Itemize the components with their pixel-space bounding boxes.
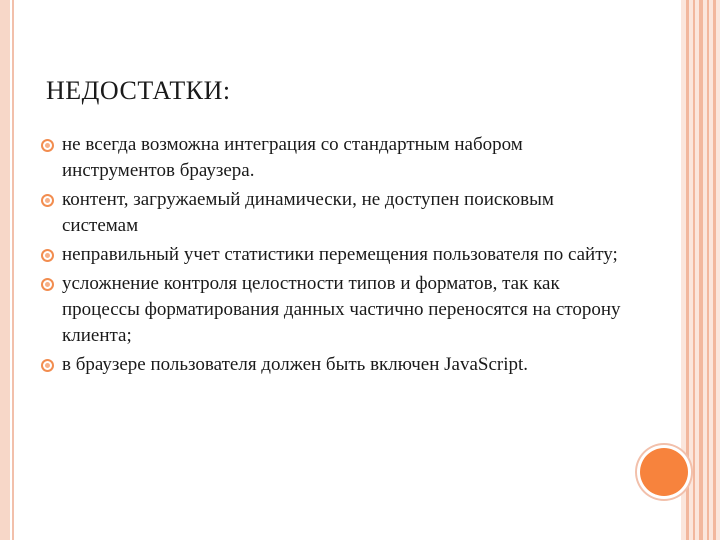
left-border-decoration: [0, 0, 10, 540]
bullet-circle-icon: [41, 139, 54, 152]
bullet-list: [40, 132, 630, 381]
left-border-line: [12, 0, 14, 540]
bullet-circle-icon: [41, 359, 54, 372]
bullet-text: усложнение контроля целостности типов и форматов, так как процессы форматирования данных частично переносятся на сторону клиента;: [62, 273, 621, 346]
orange-circle-decoration: [640, 448, 688, 496]
bullet-item: [40, 271, 630, 349]
bullet-item: [40, 242, 630, 268]
bullet-circle-icon: [41, 249, 54, 262]
right-stripe: [693, 0, 695, 540]
right-stripe: [686, 0, 689, 540]
bullet-text: не всегда возможна интеграция со стандартным набором инструментов браузера.: [62, 134, 523, 181]
right-stripe: [707, 0, 709, 540]
bullet-circle-icon: [41, 278, 54, 291]
bullet-item: [40, 352, 630, 378]
bullet-text: контент, загружаемый динамически, не доступен поисковым системам: [62, 189, 554, 236]
bullet-text: неправильный учет статистики перемещения пользователя по сайту;: [62, 244, 618, 265]
bullet-circle-icon: [41, 194, 54, 207]
bullet-item: [40, 132, 630, 184]
right-stripe: [699, 0, 703, 540]
bullet-text: в браузере пользователя должен быть включен JavaScript.: [62, 354, 529, 375]
slide-title: НЕДОСТАТКИ:: [46, 76, 231, 105]
bullet-item: [40, 187, 630, 239]
right-stripe: [713, 0, 716, 540]
